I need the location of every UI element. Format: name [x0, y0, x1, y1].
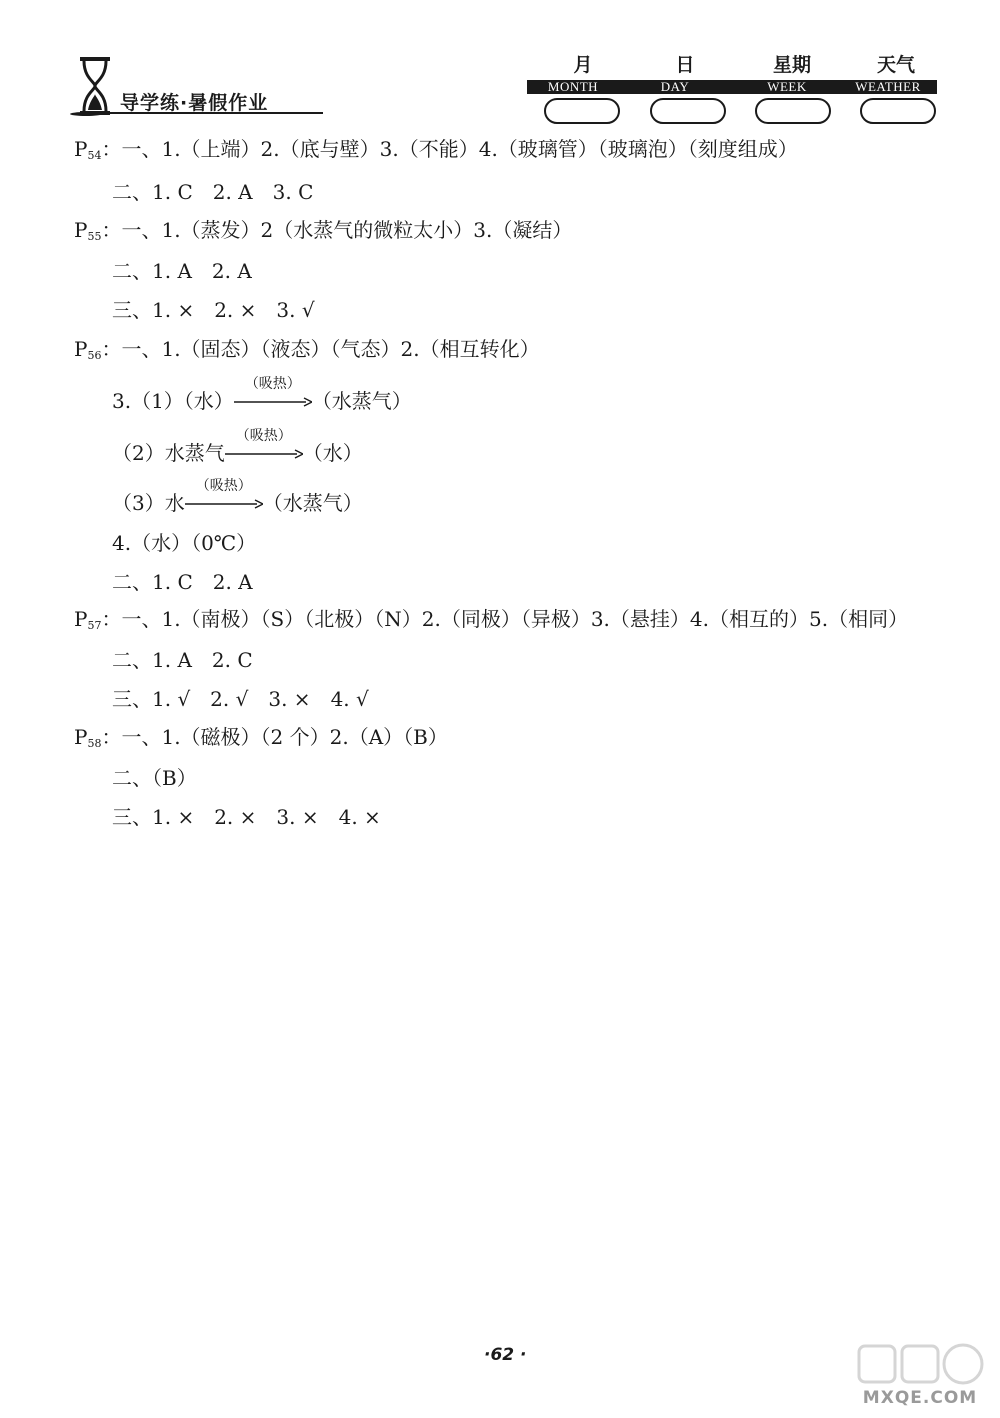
weather-en-label: WEATHER [855, 79, 921, 94]
p54-line-2: 二、1. C 2. A 3. C [112, 180, 314, 204]
weather-label: 天气 [876, 54, 915, 76]
day-en-label: DAY [660, 79, 690, 94]
p55-line-1: $P_{55}$：一、1.（蒸发）2（水蒸气的微粒太小）3.（凝结） [74, 218, 573, 243]
p58-line-2: 二、（B） [112, 766, 197, 790]
week-field[interactable] [755, 98, 831, 124]
heat-arrow: （吸热） [225, 442, 303, 468]
heat-arrow: （吸热） [185, 492, 263, 518]
p56-line-5: 二、1. C 2. A [112, 570, 253, 594]
month-label: 月 [573, 54, 593, 76]
week-label: 星期 [772, 54, 811, 76]
page-ref: $P_{57}$ [74, 607, 102, 632]
page-number: ·62 · [484, 1345, 527, 1365]
weather-field[interactable] [860, 98, 936, 124]
page-ref: $P_{55}$ [74, 218, 102, 243]
page-ref: $P_{54}$ [74, 137, 102, 162]
page-ref: $P_{58}$ [74, 725, 102, 750]
right-arrow-icon [234, 396, 312, 408]
workbook-brand-title: 导学练·暑假作业 [120, 92, 269, 114]
week-en-label: WEEK [767, 79, 807, 94]
p55-line-3: 三、1. × 2. × 3. √ [112, 298, 315, 322]
p56-line-1: $P_{56}$：一、1.（固态）（液态）（气态）2.（相互转化） [74, 337, 540, 362]
p56-line-3-2: （2）水蒸气 （吸热） （水） [112, 440, 363, 468]
p58-line-3: 三、1. × 2. × 3. × 4. × [112, 805, 381, 829]
p56-line-4: 4.（水）（0℃） [112, 531, 257, 555]
p57-line-2: 二、1. A 2. C [112, 648, 253, 672]
hourglass-logo-icon [66, 56, 120, 116]
day-field[interactable] [650, 98, 726, 124]
p56-line-3-1: 3.（1）（水） （吸热） （水蒸气） [112, 388, 412, 416]
right-arrow-icon [185, 498, 263, 510]
p57-line-1: $P_{57}$：一、1.（南极）（S）（北极）（N）2.（同极）（异极）3.（悬挂）4.（相互的）5.（相同） [74, 607, 909, 632]
watermark-text: MXQE.COM [862, 1388, 978, 1408]
p55-line-2: 二、1. A 2. A [112, 259, 252, 283]
header-underline [88, 112, 323, 114]
heat-arrow: （吸热） [234, 390, 312, 416]
p58-line-1: $P_{58}$：一、1.（磁极）（2 个）2.（A）（B） [74, 725, 448, 750]
month-field[interactable] [544, 98, 620, 124]
p56-line-3-3: （3）水 （吸热） （水蒸气） [112, 490, 363, 518]
month-en-label: MONTH [547, 79, 599, 94]
p57-line-3: 三、1. √ 2. √ 3. × 4. √ [112, 687, 369, 711]
day-label: 日 [675, 54, 695, 76]
page-ref: $P_{56}$ [74, 337, 102, 362]
right-arrow-icon [225, 448, 303, 460]
p54-line-1: $P_{54}$：一、1.（上端）2.（底与壁）3.（不能）4.（玻璃管）（玻璃泡）（刻度组成） [74, 137, 798, 162]
